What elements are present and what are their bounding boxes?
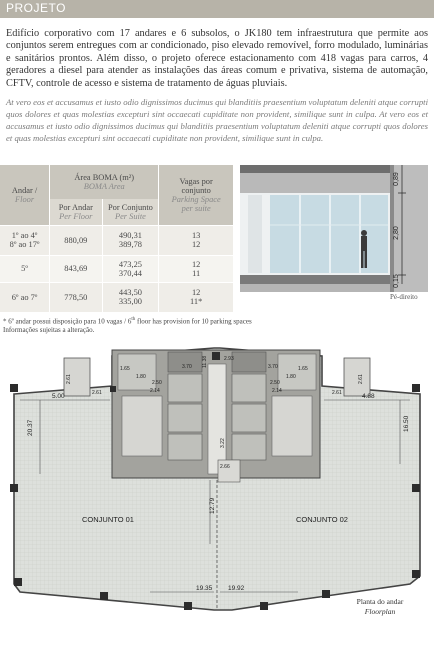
header-band — [0, 0, 434, 18]
dim-label: 2.61 — [92, 390, 102, 396]
section-caption: Pé-direito — [390, 293, 418, 301]
dim-label: 2.14 — [150, 388, 160, 394]
area-header: Área BOMA (m²) BOMA Area — [50, 165, 159, 199]
plan-caption: Planta do andar Floorplan — [356, 597, 404, 616]
dim-label: 1.80 — [286, 374, 296, 380]
dim-label: 1.65 — [298, 366, 308, 372]
dim-label: 2.61 — [358, 374, 364, 384]
dim-label: 3.22 — [220, 438, 226, 448]
dim-label: 5.00 — [52, 393, 65, 400]
dim-label: 3.70 — [268, 364, 278, 370]
dim-label: 2.61 — [66, 374, 72, 384]
dim-label: 19.35 — [196, 585, 213, 592]
dim-label: 20.37 — [27, 419, 34, 436]
dim-label: 2.66 — [220, 464, 230, 470]
dim-top-label: 0,89 — [393, 172, 400, 186]
dim-mid-label: 2,80 — [393, 226, 400, 240]
dim-label: 1.80 — [136, 374, 146, 380]
dim-label: 2.14 — [272, 388, 282, 394]
latin-paragraph: At vero eos et accusamus et iusto odio dignissimos ducimus qui blanditiis praesentium voluptatum deleniti atque corrupti quos dolores et quas molestias excepturi sint occaecati cupiditate non provident, similique sunt in culpa. At vero eos et accusamus et iusto odio dignissimos ducimus qui blanditiis praesentium voluptatum deleniti atque corrupti quos dolores et quas molestias excepturi sint occaecati cupiditate non provident, similique sunt in culpa. — [6, 97, 428, 143]
suite-02-label: CONJUNTO 02 — [296, 515, 348, 524]
table-row: 6º ao 7º 778,50 443,50 335,00 12 11* — [0, 282, 233, 312]
dim-label: 1.65 — [120, 366, 130, 372]
dim-label: 2.61 — [332, 390, 342, 396]
page-title: PROJETO — [6, 1, 66, 15]
dim-label: 16.50 — [403, 415, 410, 432]
area-table — [0, 165, 233, 313]
suite-01-label: CONJUNTO 01 — [82, 515, 134, 524]
floor-header: Andar / Floor — [0, 165, 50, 225]
dim-label: 3.70 — [182, 364, 192, 370]
dim-label: 2.93 — [224, 356, 234, 362]
dim-label: 19.92 — [228, 585, 245, 592]
table-row: 5º 843,69 473,25 370,44 12 11 — [0, 255, 233, 282]
per-suite-header: Por Conjunto Per Suite — [102, 199, 159, 225]
dim-label: 2.50 — [152, 380, 162, 386]
dim-label: 12.79 — [209, 497, 216, 514]
intro-paragraph: Edifício corporativo com 17 andares e 6 subsolos, o JK180 tem infraestrutura que permite aos conjuntos serem entregues com ar condicionado, piso elevado removível, forro modulado, luminárias e sanitários prontos. Além disso, o projeto oferece estacionamento com 418 vagas para carros, 4 geradores a diesel para atender as instalações das áreas comum e privativa, sistema de automação, CFTV, controle de acesso e sistema de tratamento de águas pluviais. — [6, 28, 428, 89]
ceiling-height-section — [240, 165, 428, 292]
per-floor-header: Por Andar Per Floor — [50, 199, 102, 225]
parking-header: Vagas por conjunto Parking Space per suite — [159, 165, 233, 225]
table-row: 1º ao 4º 8º ao 17º 880,09 490,31 389,78 13 12 — [0, 225, 233, 255]
footnote: * 6º andar possui disposição para 10 vagas / 6th floor has provision for 10 parking spaces Informações sujeitas a alteração. — [3, 317, 252, 335]
dim-bot-label: 0,15 — [393, 274, 400, 288]
dim-label: 11.38 — [202, 355, 208, 368]
section-drawing — [240, 165, 428, 292]
dim-label: 2.50 — [270, 380, 280, 386]
dim-label: 4.88 — [362, 393, 375, 400]
